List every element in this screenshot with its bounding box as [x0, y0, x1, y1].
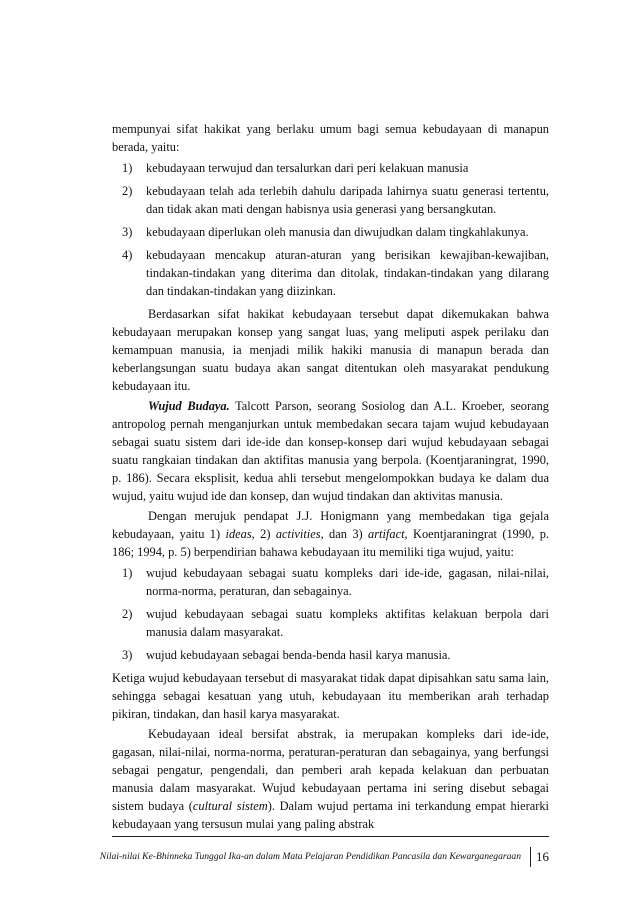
page-footer	[99, 836, 549, 864]
text-segment: Kebudayaan ideal bersifat abstrak, ia merupakan kompleks dari ide-ide, gagasan, nilai-nilai, norma-norma, peraturan-peraturan dan sebagainya, yang berfungsi sebagai pengatur, pengendali, dan pemberi arah kepada kelakuan dan perbuatan manusia dalam masyarakat. Wujud kebudayaan pertama ini sering disebut sebagai sistem budaya (	[112, 727, 549, 813]
list-text: wujud kebudayaan sebagai benda-benda hasil karya manusia.	[146, 648, 451, 662]
characteristics-list	[112, 159, 549, 300]
section-heading: Wujud Budaya.	[148, 399, 230, 413]
text-segment: , dan 3)	[320, 527, 369, 541]
page-number: 16	[536, 849, 549, 864]
list-number: 1)	[122, 566, 133, 580]
list-text: kebudayaan terwujud dan tersalurkan dari peri kelakuan manusia	[146, 161, 469, 175]
text-segment: ). Dalam wujud pertama ini terkandung empat hierarki kebudayaan yang tersusun mulai yang paling abstrak	[112, 799, 549, 831]
paragraph-concept: Berdasarkan sifat hakikat kebudayaan tersebut dapat dikemukakan bahwa kebudayaan merupakan konsep yang sangat luas, yang meliputi aspek perilaku dan kemampuan manusia, ia menjadi milik hakiki manusia di manapun berada dan keberlangsungan suatu budaya akan sangat ditentukan oleh masyarakat pendukung kebudayaan itu.	[112, 307, 549, 393]
paragraph-ketiga-wujud: Ketiga wujud kebudayaan tersebut di masyarakat tidak dapat dipisahkan satu sama lain, sehingga sebagai kesatuan yang utuh, kebudayaan itu memberikan arah terhadap pikiran, tindakan, dan hasil karya masyarakat.	[112, 671, 549, 721]
list-text: wujud kebudayaan sebagai suatu kompleks dari ide-ide, gagasan, nilai-nilai, norma-norma, peraturan, dan sebagainya.	[146, 566, 549, 598]
list-item	[112, 223, 549, 241]
term-activities: activities	[275, 527, 321, 541]
list-item	[112, 246, 549, 300]
page-body	[112, 120, 549, 833]
list-item	[112, 646, 549, 664]
term-artifact: artifact	[368, 527, 405, 541]
list-number: 3)	[122, 225, 133, 239]
list-text: kebudayaan diperlukan oleh manusia dan diwujudkan dalam tingkahlakunya.	[146, 225, 529, 239]
list-number: 1)	[122, 161, 133, 175]
paragraph-intro: mempunyai sifat hakikat yang berlaku umum bagi semua kebudayaan di manapun berada, yaitu:	[112, 122, 549, 154]
list-text: wujud kebudayaan sebagai suatu kompleks aktifitas kelakuan berpola dari manusia dalam masyarakat.	[146, 607, 549, 639]
text-segment: , 2)	[251, 527, 276, 541]
text-segment: Dengan merujuk pendapat J.J. Honigmann yang membedakan tiga gejala kebudayaan, yaitu 1)	[112, 509, 549, 541]
list-item	[112, 564, 549, 600]
list-text: kebudayaan mencakup aturan-aturan yang berisikan kewajiban-kewajiban, tindakan-tindakan yang diterima dan ditolak, tindakan-tindakan yang dilarang dan tindakan-tindakan yang diizinkan.	[146, 248, 549, 298]
list-item	[112, 182, 549, 218]
term-ideas: ideas	[225, 527, 252, 541]
term-cultural-sistem: cultural sistem	[192, 799, 268, 813]
text-segment: , Koentjaraningrat (1990, p. 186; 1994, p. 5) berpendirian bahawa kebudayaan itu memiliki tiga wujud, yaitu:	[112, 527, 549, 559]
paragraph-honigmann	[112, 507, 549, 561]
list-item	[112, 605, 549, 641]
paragraph-kebudayaan-ideal	[112, 725, 549, 833]
list-item	[112, 159, 549, 177]
paragraph-text: Talcott Parson, seorang Sosiolog dan A.L. Kroeber, seorang antropolog pernah menganjurkan untuk membedakan secara tajam wujud kebudayaan sebagai suatu sistem dari ide-ide dan konsep-konsep dari wujud kebudayaan sebagai suatu rangkaian tindakan dan aktifitas manusia yang berpola. (Koentjaraningrat, 1990, p. 186). Secara eksplisit, kedua ahli tersebut mengelompokkan budaya ke dalam dua wujud, yaitu wujud ide dan konsep, dan wujud tindakan dan aktivitas manusia.	[112, 399, 549, 503]
list-text: kebudayaan telah ada terlebih dahulu daripada lahirnya suatu generasi tertentu, dan tidak akan mati dengan habisnya usia generasi yang bersangkutan.	[146, 184, 549, 216]
footer-title: Nilai-nilai Ke-Bhinneka Tunggal Ika-an dalam Mata Pelajaran Pendidikan Pancasila dan Kewarganegaraan	[99, 851, 521, 862]
list-number: 2)	[122, 607, 133, 621]
list-number: 3)	[122, 648, 133, 662]
paragraph-wujud-budaya	[112, 397, 549, 505]
list-number: 4)	[122, 248, 133, 262]
wujud-list	[112, 564, 549, 664]
footer-divider	[530, 847, 531, 867]
list-number: 2)	[122, 184, 133, 198]
